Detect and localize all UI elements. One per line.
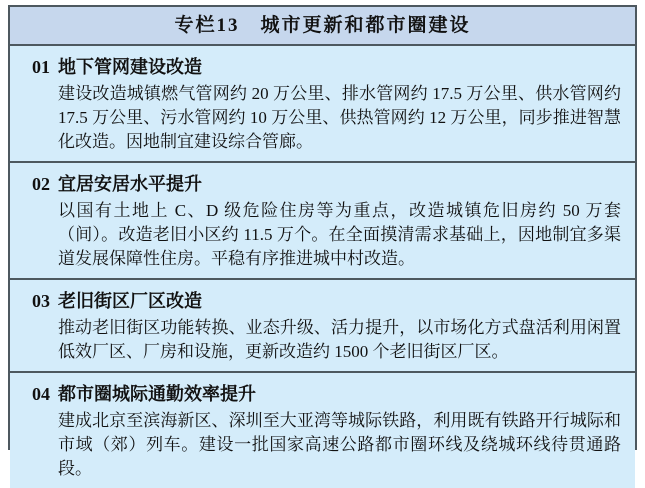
section-02 <box>10 163 635 280</box>
section-number: 03 <box>32 291 50 311</box>
section-04-head <box>22 380 621 406</box>
section-number: 01 <box>32 57 50 77</box>
section-body-text: 以国有土地上 C、D 级危险住房等为重点，改造城镇危旧房约 50 万套（间）。改造老旧小区约 11.5 万个。在全面摸清需求基础上，因地制宜多渠道发展保障性住房。平稳有序推进城中村改造。 <box>58 201 621 268</box>
section-02-head <box>22 170 621 196</box>
section-body-text: 建设改造城镇燃气管网约 20 万公里、排水管网约 17.5 万公里、供水管网约 17.5 万公里、污水管网约 10 万公里、供热管网约 12 万公里，同步推进智慧化改造。因地制宜建设综合管廊。 <box>58 84 621 151</box>
section-01 <box>10 46 635 163</box>
section-number: 04 <box>32 384 50 404</box>
column-13-panel <box>8 5 637 478</box>
section-heading: 老旧街区厂区改造 <box>58 291 202 311</box>
section-body-text: 推动老旧街区功能转换、业态升级、活力提升，以市场化方式盘活利用闲置低效厂区、厂房和设施，更新改造约 1500 个老旧街区厂区。 <box>58 318 621 361</box>
section-number: 02 <box>32 174 50 194</box>
panel-title: 专栏13 城市更新和都市圈建设 <box>10 7 635 46</box>
section-03-head <box>22 287 621 313</box>
section-03 <box>10 280 635 373</box>
section-heading: 宜居安居水平提升 <box>58 174 202 194</box>
section-heading: 地下管网建设改造 <box>58 57 202 77</box>
section-heading: 都市圈城际通勤效率提升 <box>58 384 256 404</box>
section-01-head <box>22 53 621 79</box>
section-04 <box>10 373 635 488</box>
section-body-text: 建成北京至滨海新区、深圳至大亚湾等城际铁路，利用既有铁路开行城际和市域（郊）列车。建设一批国家高速公路都市圈环线及绕城环线待贯通路段。 <box>58 411 621 478</box>
